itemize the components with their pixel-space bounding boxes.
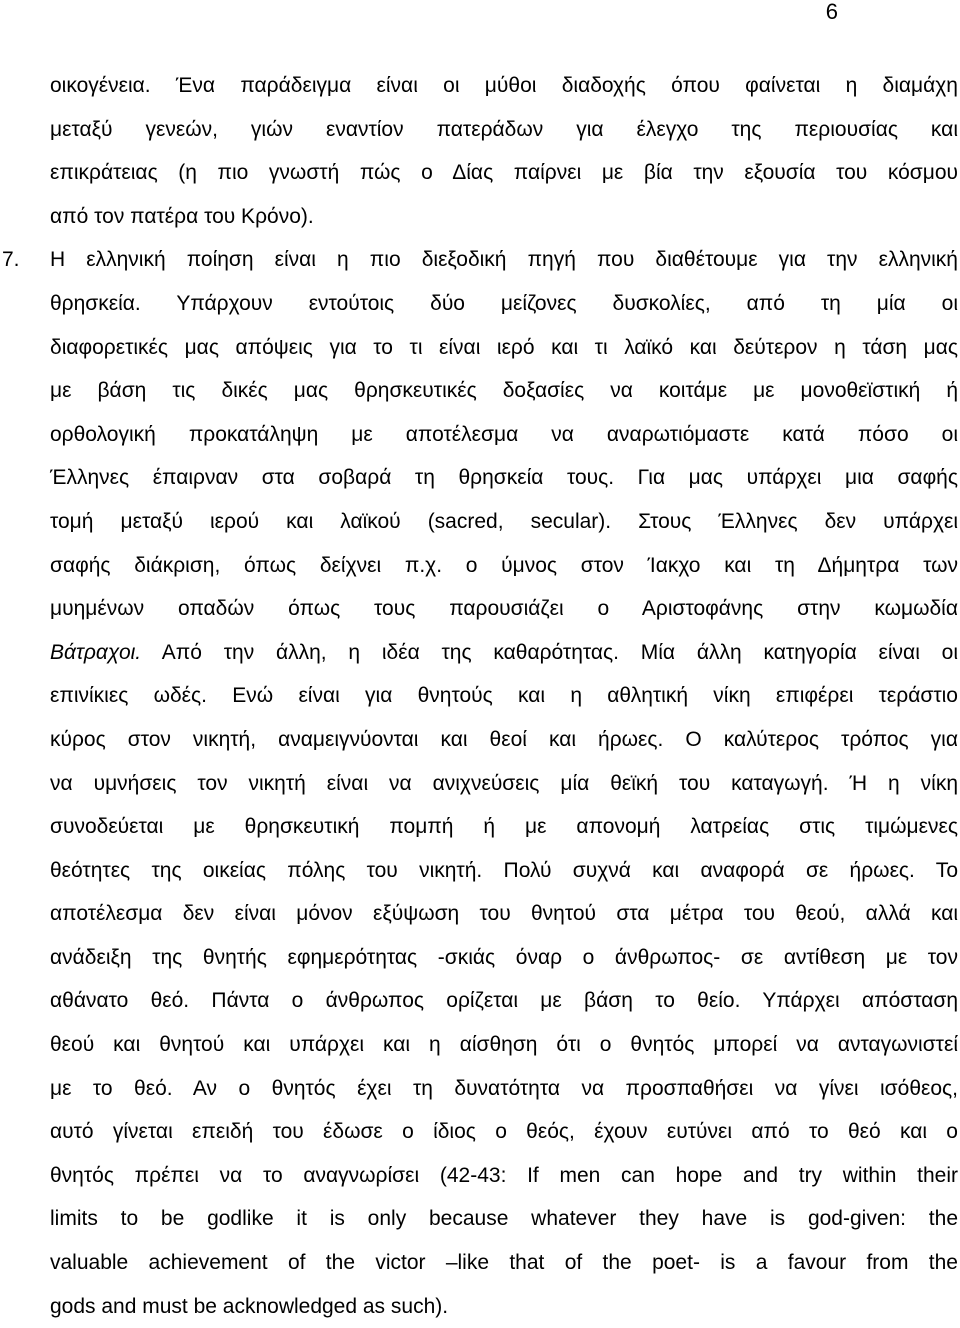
text-line: αποτέλεσμα δεν είναι μόνον εξύψωση του θνητού στα μέτρα του θεού, αλλά και	[50, 902, 958, 926]
text-line: θεότητες της οικείας πόλης του νικητή. Πολύ συχνά και αναφορά σε ήρωες. Το	[50, 858, 958, 882]
document-body	[2, 64, 958, 1328]
text-line: συνοδεύεται με θρησκευτική πομπή ή με απονομή λατρείας στις τιμώμενες	[50, 815, 958, 839]
text-line: αθάνατο θεό. Πάντα ο άνθρωπος ορίζεται με βάση το θείο. Υπάρχει απόσταση	[50, 989, 958, 1013]
text-line: με βάση τις δικές μας θρησκευτικές δοξασίες να κοιτάμε με μονοθεϊστική ή	[50, 379, 958, 403]
work-title: Βάτραχοι.	[50, 640, 142, 664]
text-line: gods and must be acknowledged as such).	[50, 1294, 449, 1318]
text-line: Από την άλλη, η ιδέα της καθαρότητας. Μία άλλη κατηγορία είναι οι	[161, 640, 958, 664]
text-line: θνητός πρέπει να το αναγνωρίσει (42-43: If men can hope and try within their	[50, 1163, 958, 1187]
text-line: θρησκεία. Υπάρχουν εντούτοις δύο μείζονες δυσκολίες, από τη μία οι	[50, 291, 958, 315]
text-line: κύρος στον νικητή, αναμειγνύονται και θεοί και ήρωες. Ο καλύτερος τρόπος για	[50, 727, 958, 751]
text-line: Η ελληνική ποίηση είναι η πιο διεξοδική πηγή που διαθέτουμε για την ελληνική	[50, 248, 958, 272]
text-line: με το θεό. Αν ο θνητός έχει τη δυνατότητα να προσπαθήσει να γίνει ισόθεος,	[50, 1076, 958, 1100]
text-line: διαφορετικές μας απόψεις για το τι είναι ιερό και τι λαϊκό και δεύτερον η τάση μας	[50, 335, 958, 359]
text-line: επικράτειας (η πιο γνωστή πώς ο Δίας παίρνει με βία την εξουσία του κόσμου	[50, 161, 958, 185]
page-number: 6	[825, 0, 838, 24]
text-line: θεού και θνητού και υπάρχει και η αίσθηση ότι ο θνητός μπορεί να ανταγωνιστεί	[50, 1033, 958, 1057]
text-line: οικογένεια. Ένα παράδειγμα είναι οι μύθοι διαδοχής όπου φαίνεται η διαμάχη	[50, 74, 958, 97]
text-line: επινίκιες ωδές. Ενώ είναι για θνητούς και η αθλητική νίκη επιφέρει τεράστιο	[50, 684, 958, 708]
text-line: limits to be godlike it is only because whatever they have is god-given: the	[50, 1207, 958, 1231]
item-number: 7.	[2, 248, 20, 272]
text-line: τομή μεταξύ ιερού και λαϊκού (sacred, secular). Στους Έλληνες δεν υπάρχει	[50, 509, 958, 533]
text-line: ανάδειξη της θνητής εφημερότητας -σκιάς όναρ ο άνθρωπος- σε αντίθεση με τον	[50, 945, 958, 969]
text-line: αυτό γίνεται επειδή του έδωσε ο ίδιος ο θεός, έχουν ευτύνει από το θεό και ο	[50, 1120, 958, 1144]
numbered-item-line	[2, 238, 958, 282]
text-line: μεταξύ γενεών, γιών εναντίον πατεράδων για έλεγχο της περιουσίας και	[50, 117, 958, 141]
text-line: μυημένων οπαδών όπως τους παρουσιάζει ο Αριστοφάνης στην κωμωδία	[50, 597, 958, 621]
text-line: να υμνήσεις τον νικητή είναι να ανιχνεύσεις μία θεϊκή του καταγωγή. Ή η νίκη	[50, 771, 958, 795]
text-line: ορθολογική προκατάληψη με αποτέλεσμα να αναρωτιόμαστε κατά πόσο οι	[50, 422, 958, 446]
text-line: valuable achievement of the victor –like that of the poet- is a favour from the	[50, 1251, 958, 1275]
text-line: από τον πατέρα του Κρόνο).	[50, 204, 314, 228]
text-line: σαφής διάκριση, όπως δείχνει π.χ. ο ύμνος στον Ίακχο και τη Δήμητρα των	[50, 553, 958, 577]
text-line: Έλληνες έπαιρναν στα σοβαρά τη θρησκεία τους. Για μας υπάρχει μια σαφής	[50, 466, 958, 490]
text-line-with-title	[50, 631, 958, 675]
